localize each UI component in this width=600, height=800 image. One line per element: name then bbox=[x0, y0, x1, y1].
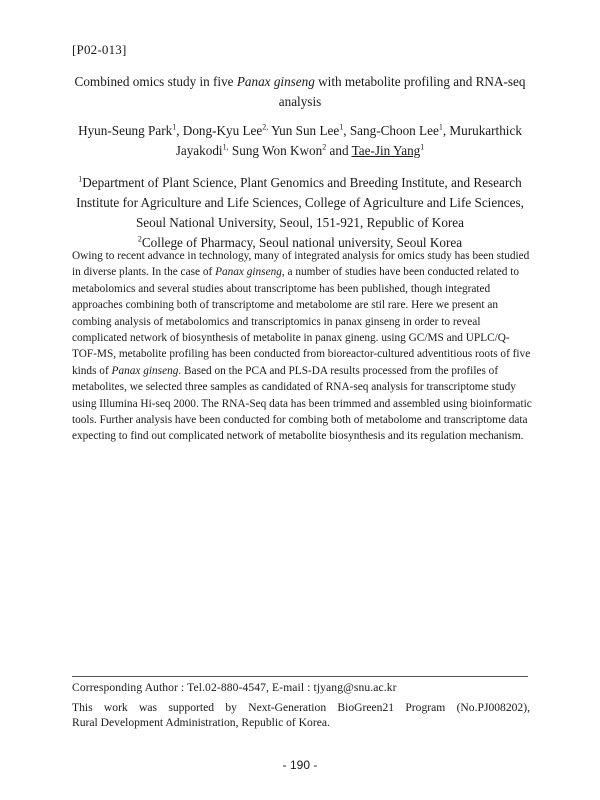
author-affil-sup: 2 bbox=[322, 142, 327, 152]
title-species: Panax ginseng bbox=[236, 74, 315, 89]
abstract-title bbox=[70, 72, 530, 112]
page-number: - 190 - bbox=[282, 758, 318, 772]
author-name: Dong-Kyu Lee bbox=[182, 123, 263, 138]
author-name: Tae-Jin Yang bbox=[351, 143, 421, 158]
corresponding-author: Corresponding Author : Tel.02-880-4547, E-mail : tjyang@snu.ac.kr bbox=[72, 681, 397, 694]
abstract-text-1: Owing to recent advance in technology, many of integrated analysis for omics study has been studied in diverse plants. In the case of bbox=[72, 250, 530, 279]
author-affil-sup: 1, bbox=[222, 142, 229, 152]
author-sep: and bbox=[326, 143, 352, 158]
author-7-corresponding bbox=[352, 143, 425, 158]
author-name: Sang-Choon Lee bbox=[349, 123, 439, 138]
funding-line-1: This work was supported by Next-Generation BioGreen21 Program (No.PJ008202), bbox=[72, 701, 530, 714]
abstract-code: [P02-013] bbox=[72, 42, 127, 57]
author-2 bbox=[183, 123, 271, 138]
author-sep: , bbox=[176, 123, 183, 138]
author-affil-sup: 1 bbox=[339, 122, 344, 132]
author-name: Yun Sun Lee bbox=[271, 123, 340, 138]
footer-divider bbox=[72, 676, 528, 677]
author-affil-sup: 1 bbox=[438, 122, 443, 132]
affiliation-1-line-2: Institute for Agriculture and Life Sciences, College of Agriculture and Life Sciences, bbox=[76, 195, 524, 210]
abstract-species-2: Panax ginseng bbox=[111, 364, 179, 377]
author-4 bbox=[350, 123, 450, 138]
abstract-species-1: Panax ginseng bbox=[215, 266, 282, 279]
title-part2: with metabolite profiling and RNA-seq analysis bbox=[278, 74, 526, 109]
author-3 bbox=[271, 123, 350, 138]
affiliations bbox=[72, 173, 528, 253]
author-list bbox=[72, 121, 528, 161]
affil-sup: 1 bbox=[78, 174, 83, 184]
author-name: Sung Won Kwon bbox=[231, 143, 323, 158]
author-name: Hyun-Seung Park bbox=[78, 123, 173, 138]
author-name: Murukarthick Jayakodi bbox=[175, 123, 522, 158]
affil-text: College of Pharmacy, Seoul national university, Seoul Korea bbox=[141, 235, 463, 250]
abstract-text-3: . Based on the PCA and PLS-DA results processed from the profiles of metabolites, we selected three samples as candidated of RNA-seq analysis for transcriptome study using Illumina Hi-seq 2000. The RNA-Seq data has been trimmed and assembled using bioinformatic tools. Further analysis have been conducted for combing both of metabolome and transcriptome data expecting to find out complicated network of metabolite biosynthesis and its regulation mechanism. bbox=[72, 364, 532, 443]
affil-text: Department of Plant Science, Plant Genomics and Breeding Institute, and Research bbox=[82, 175, 522, 190]
funding-line-2: Rural Development Administration, Republic of Korea. bbox=[72, 715, 330, 729]
affiliation-1-line-1 bbox=[72, 173, 528, 193]
funding-note bbox=[72, 701, 530, 730]
affil-sup: 2 bbox=[137, 234, 142, 244]
abstract-text-2: , a number of studies have been conducted related to metabolomics and several studies about transcriptome has been published, though integrated approaches combining both of transcriptome and metabolome are stil rare. Here we present an combing analysis of metabolomics and transcriptomics in panax ginseng in order to reveal complicated network of biosynthesis of metabolite in panax gineng. using GC/MS and UPLC/Q-TOF-MS, metabolite profiling has been conducted from bioreactor-cultured adventitious roots of five kinds of bbox=[72, 266, 531, 377]
author-sep: , bbox=[343, 123, 350, 138]
author-affil-sup: 1 bbox=[420, 142, 425, 152]
author-affil-sup: 1 bbox=[172, 122, 177, 132]
author-sep: , bbox=[442, 123, 450, 138]
author-affil-sup: 2, bbox=[262, 122, 269, 132]
author-6 bbox=[232, 143, 352, 158]
affiliation-1-line-3: Seoul National University, Seoul, 151-921, Republic of Korea bbox=[135, 215, 465, 230]
author-1 bbox=[78, 123, 183, 138]
abstract-body bbox=[72, 248, 532, 445]
title-part1: Combined omics study in five bbox=[74, 74, 237, 89]
